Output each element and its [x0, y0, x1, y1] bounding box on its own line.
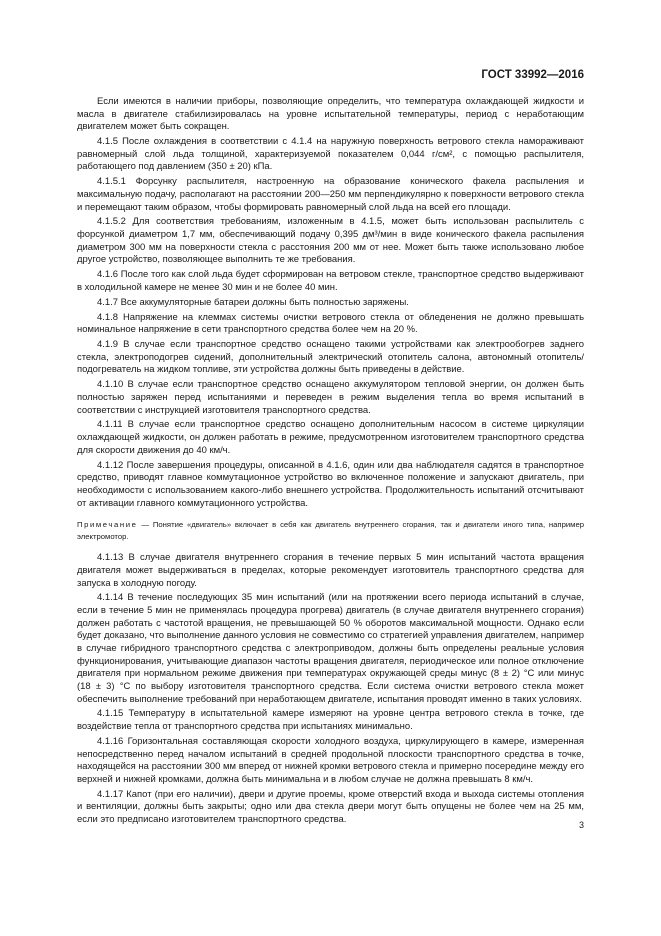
paragraph: 4.1.5.1 Форсунку распылителя, настроенную на образование конического факела распыления и максимальную подачу, располагают на расстоянии 200—250 мм перпендикулярно к поверхности ветрового стекла и перемещают таким образом, чтобы формировать равномерный слой льда на всей его площади.	[77, 176, 584, 213]
paragraph: 4.1.13 В случае двигателя внутреннего сгорания в течение первых 5 мин испытаний частота вращения двигателя может выдерживаться в пределах, которые рекомендует изготовитель транспортного средства для запуска в холодную погоду.	[77, 552, 584, 589]
paragraph: 4.1.8 Напряжение на клеммах системы очистки ветрового стекла от обледенения не должно превышать номинальное напряжение в сети транспортного средства более чем на 20 %.	[77, 311, 584, 336]
document-body	[77, 96, 584, 829]
document-code: ГОСТ 33992—2016	[481, 69, 584, 81]
paragraph: 4.1.9 В случае если транспортное средство оснащено такими устройствами как электрообогрев заднего стекла, электроподогрев сидений, дополнительный электрический отопитель салона, автономный отопитель/подогреватель на жидком топливе, эти устройства должны быть приведены в действие.	[77, 339, 584, 376]
paragraph: 4.1.6 После того как слой льда будет сформирован на ветровом стекле, транспортное средство выдерживают в холодильной камере не менее 30 мин и не более 40 мин.	[77, 269, 584, 293]
paragraph: 4.1.17 Капот (при его наличии), двери и другие проемы, кроме отверстий входа и выхода системы отопления и вентиляции, должны быть закрыты; одно или два стекла двери могут быть опущены не более чем на 25 мм, если это предписано изготовителем транспортного средства.	[77, 788, 584, 826]
paragraph: 4.1.14 В течение последующих 35 мин испытаний (или на протяжении всего периода испытаний в случае, если в течение 5 мин не применялась процедура прогрева) двигатель (в случае двигателя внутреннего сгорания) должен работать с частотой вращения, не превышающей 50 % оборотов максимальной мощности. Однако если будет доказано, что выполнение данного условия не совместимо со стратегией управления двигателем, например в случае гибридного транспортного средства с электроприводом, должны быть определены реальные условия функционирования, учитывающие диапазон частоты вращения двигателя, периодическое или полное отключение двигателя при нормальном режиме движения при температурах окружающей среды минус (8 ± 2) °С или минус (18 ± 3) °С по выбору изготовителя транспортного средства. Если система очистки ветрового стекла может обеспечить выполнение требований при неработающем двигателе, испытания проводят именно в таких условиях.	[77, 592, 584, 705]
note	[77, 519, 584, 542]
page-number: 3	[578, 820, 584, 830]
note-text: — Понятие «двигатель» включает в себя как двигатель внутреннего сгорания, так и двигатели иного типа, например электромотор.	[77, 520, 585, 541]
paragraph: Если имеются в наличии приборы, позволяющие определить, что температура охлаждающей жидкости и масла в двигателе стабилизировалась на уровне испытательной температуры, период с неработающим двигателем может быть сокращен.	[77, 96, 584, 133]
paragraph: 4.1.10 В случае если транспортное средство оснащено аккумулятором тепловой энергии, он должен быть полностью заряжен перед испытаниями и переведен в режим выделения тепла во время испытаний в соответствии с инструкцией изготовителя транспортного средства.	[77, 379, 584, 416]
paragraph: 4.1.5.2 Для соответствия требованиям, изложенным в 4.1.5, может быть использован распылитель с форсункой диаметром 1,7 мм, обеспечивающий подачу 0,395 дм³/мин в виде конического факела распыления диаметром 300 мм на поверхности стекла с расстояния 200 мм от нее. Может быть также использовано любое другое устройство, позволяющее выполнить те же требования.	[77, 216, 584, 266]
paragraph: 4.1.7 Все аккумуляторные батареи должны быть полностью заряжены.	[97, 296, 409, 308]
paragraph: 4.1.16 Горизонтальная составляющая скорости холодного воздуха, циркулирующего в камере, измеренная непосредственно перед началом испытаний в средней продольной плоскости транспортного средства в точке, находящейся на расстоянии 300 мм вперед от нижней кромки ветрового стекла и примерно посередине между его верхней и нижней кромками, должна быть минимальна и в любом случае не должна превышать 8 км/ч.	[77, 735, 584, 785]
paragraph: 4.1.15 Температуру в испытательной камере измеряют на уровне центра ветрового стекла в точке, где воздействие тепла от транспортного средства при испытаниях минимально.	[77, 708, 584, 733]
paragraph: 4.1.11 В случае если транспортное средство оснащено дополнительным насосом в системе циркуляции охлаждающей жидкости, он должен работать в режиме, предусмотренном изготовителем транспортного средства для скорости движения до 40 км/ч.	[77, 419, 584, 456]
paragraph: 4.1.5 После охлаждения в соответствии с 4.1.4 на наружную поверхность ветрового стекла намораживают равномерный слой льда толщиной, характеризуемой показателем 0,044 г/см², с помощью распылителя, работающего под давлением (350 ± 20) кПа.	[77, 136, 584, 173]
note-label: Примечание	[77, 520, 138, 530]
paragraph: 4.1.12 После завершения процедуры, описанной в 4.1.6, один или два наблюдателя садятся в транспортное средство, приводят главное коммутационное устройство во включенное положение и запускают двигатель, при необходимости с использованием какого-либо внешнего устройства. Продолжительность испытаний отсчитывают от активации главного коммутационного устройства.	[77, 459, 584, 509]
